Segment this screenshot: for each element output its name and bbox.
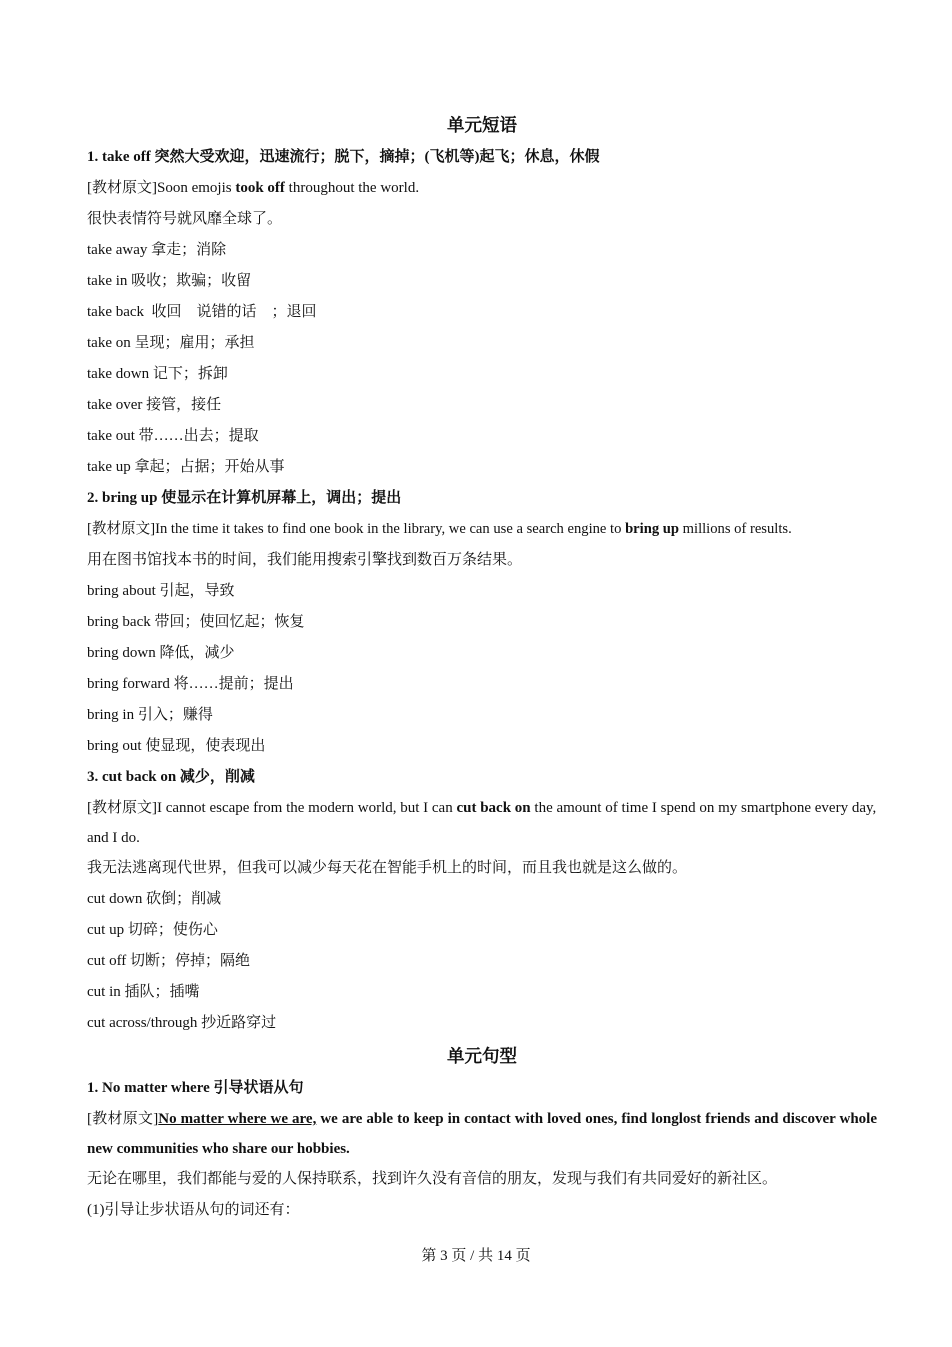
source-prefix: [教材原文]Soon emojis [87,180,236,196]
source-underlined-clause: No matter where we are, [158,1111,317,1127]
phrase-item: bring out 使显现，使表现出 [87,738,266,754]
translation-no-matter-where: 无论在哪里，我们都能与爱的人保持联系，找到许久没有音信的朋友，发现与我们有共同爱好的新社区。 [87,1171,778,1187]
translation-take-off: 很快表情符号就风靡全球了。 [87,211,283,227]
source-key-phrase: bring up [625,521,680,537]
phrase-item: take back 收回 说错的话 ；退回 [87,304,317,320]
section-title-sentences: 单元句型 [447,1046,517,1066]
source-suffix: the amount of time I spend on my smartphone every day, and I do. [87,800,877,846]
source-suffix: throughout the world. [284,180,420,196]
phrase-item: cut in 插队；插嘴 [87,984,200,1000]
phrase-item: bring down 降低，减少 [87,645,235,661]
pattern-heading-no-matter-where: 1. No matter where 引导状语从句 [87,1080,304,1096]
source-sentence-no-matter-where [87,1104,877,1164]
phrase-item: bring about 引起，导致 [87,583,235,599]
phrase-item: take down 记下；拆卸 [87,366,228,382]
source-rest: we are able to keep in contact with loved ones, find longlost friends and discover whole new communities who share our hobbies. [87,1111,877,1157]
source-key-phrase: took off [235,180,285,196]
source-prefix: [教材原文]In the time it takes to find one book in the library, we can use a search engine to [87,521,626,537]
section-title-phrases: 单元短语 [447,115,517,135]
source-key-phrase: cut back on [456,800,531,816]
phrase-item: take up 拿起；占据；开始从事 [87,459,285,475]
phrase-item: take away 拿走；消除 [87,242,227,258]
source-prefix: [教材原文]I cannot escape from the modern world, but I can [87,800,457,816]
document-page [87,108,877,1226]
source-sentence-take-off [87,173,877,204]
phrase-item: take out 带……出去；提取 [87,428,259,444]
translation-bring-up: 用在图书馆找本书的时间，我们能用搜索引擎找到数百万条结果。 [87,552,523,568]
phrase-item: cut off 切断；停掉；隔绝 [87,953,251,969]
phrase-item: take over 接管，接任 [87,397,222,413]
note-concessive-words: (1)引导让步状语从句的词还有： [87,1202,300,1218]
phrase-item: cut across/through 抄近路穿过 [87,1015,277,1031]
phrase-item: take in 吸收；欺骗；收留 [87,273,252,289]
phrase-item: cut up 切碎；使伤心 [87,922,218,938]
phrase-item: bring in 引入；赚得 [87,707,213,723]
page-footer: 第 3 页 / 共 14 页 [421,1248,531,1264]
source-sentence-bring-up [87,514,877,545]
phrase-heading-bring-up: 2. bring up 使显示在计算机屏幕上，调出；提出 [87,490,402,506]
source-sentence-cut-back-on [87,793,877,853]
source-suffix: millions of results. [679,521,792,537]
translation-cut-back-on: 我无法逃离现代世界，但我可以减少每天花在智能手机上的时间，而且我也就是这么做的。 [87,860,688,876]
phrase-item: take on 呈现；雇用；承担 [87,335,255,351]
source-prefix: [教材原文] [87,1111,159,1127]
phrase-item: bring back 带回；使回忆起；恢复 [87,614,305,630]
phrase-heading-cut-back-on: 3. cut back on 减少，削减 [87,769,255,785]
phrase-item: bring forward 将……提前；提出 [87,676,294,692]
phrase-item: cut down 砍倒；削减 [87,891,222,907]
phrase-heading-take-off: 1. take off 突然大受欢迎，迅速流行；脱下，摘掉；(飞机等)起飞；休息，休假 [87,149,600,165]
